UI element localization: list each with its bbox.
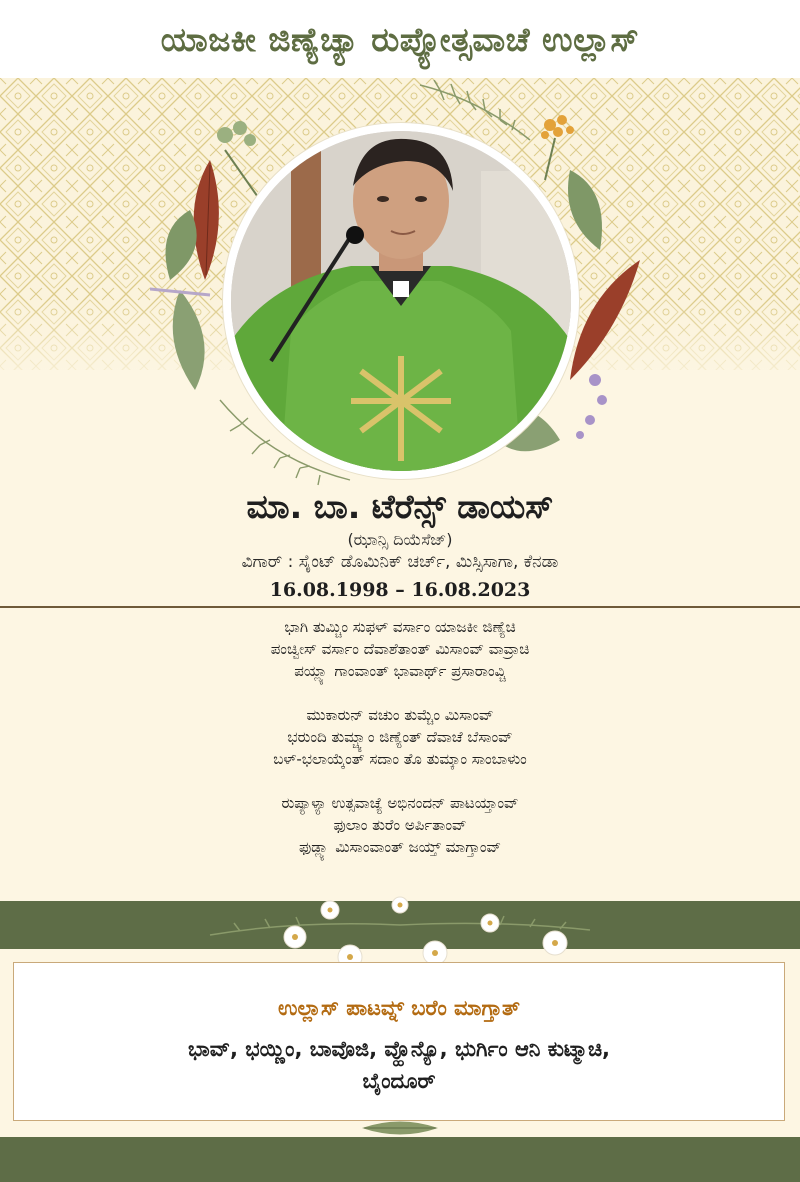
poem-line: ಫುಡ್ಲ್ಯಾ ಮಿಸಾಂವಾಂತ್ ಜಯ್ತ್ ಮಾಗ್ತಾಂವ್ — [298, 838, 502, 856]
poem-line: ಭಾಗಿ ತುಮ್ಚಿಂ ಸುಫಳ್ ವರ್ಸಾಂ ಯಾಜಕೀ ಜಿಣ್ಯೆಚಿ — [284, 618, 516, 636]
greeting-heading: ಉಲ್ಲಾಸ್ ಪಾಟವ್ನ್ ಬರೆಂ ಮಾಗ್ತಾತ್ — [278, 996, 520, 1020]
poem-line: ಭರುಂದಿ ತುಮ್ಚ್ಯಾಂ ಜಿಣ್ಯೆಂತ್ ದೆವಾಚೆ ಬೆಸಾಂವ್ — [287, 728, 513, 746]
priest-name: ಮಾ. ಬಾ. ಟೆರೆನ್ಸ್ ಡಾಯಸ್ — [246, 487, 554, 526]
greeting-names — [79, 1033, 719, 1097]
poem-line: ರುಪ್ಯಾಳ್ಯಾ ಉತ್ಸವಾಚ್ಯೆ ಅಭಿನಂದನ್ ಪಾಟಯ್ತಾಂವ್ — [281, 794, 519, 812]
herb-sprig-left — [217, 121, 256, 146]
header-title: ಯಾಜಕೀ ಜಿಣ್ಯೆಚ್ಯಾ ರುಪ್ಯೋತ್ಸವಾಚೆ ಉಲ್ಲಾಸ್ — [160, 20, 640, 59]
greeting-names-line2: ಬೈಂದೂರ್ — [362, 1069, 436, 1093]
priest-diocese: (ಝಾನ್ಸಿ ದಿಯೆಸೆಜ್) — [347, 530, 453, 549]
poem — [0, 616, 800, 858]
poem-line: ಮುಕಾರುನ್ ವಚುಂ ತುಮ್ಚೆಂ ಮಿಸಾಂವ್ — [306, 706, 494, 724]
purple-flowers — [576, 374, 607, 439]
priest-figure — [231, 131, 571, 471]
priest-vicar: ವಿಗಾರ್ : ಸೈಂಟ್ ಡೊಮಿನಿಕ್ ಚರ್ಚ್, ಮಿಸ್ಸಿಸಾಗಾ, ಕೆನಡಾ — [241, 552, 559, 572]
poem-line: ಬಳ್-ಭಲಾಯ್ಕೆಂತ್ ಸದಾಂ ತೊ ತುಮ್ಕಾಂ ಸಾಂಬಾಳುಂ — [273, 750, 527, 768]
poem-line: ಪಯ್ಲ್ಯಾ ಗಾಂವಾಂತ್ ಭಾವಾರ್ಥ್ ಪ್ರಸಾರಾಂವ್ಚಿ — [294, 662, 506, 680]
white-flower — [284, 897, 567, 969]
priest-portrait — [231, 131, 571, 471]
leaf-ornament — [360, 1119, 440, 1137]
section-divider — [0, 606, 800, 608]
poem-line: ಫುಲಾಂ ತುರೆಂ ಅರ್ಪಿತಾಂವ್ — [333, 816, 467, 834]
green-leaf-right — [568, 170, 602, 250]
greeting-names-line1: ಭಾವ್, ಭಯ್ಣಿಂ, ಬಾವೊಜಿ, ವ್ಹೊನ್ಯೊ, ಭುರ್ಗಿಂ ಆನಿ ಕುಟ್ಮಾಚಿ, — [187, 1037, 611, 1061]
green-leaf-left — [166, 210, 197, 280]
header-band — [0, 0, 800, 78]
orange-flowers — [541, 115, 574, 139]
poem-line: ಪಂಚ್ವೀಸ್ ವರ್ಸಾಂ ದೆವಾಶೆತಾಂತ್ ಮಿಸಾಂವ್ ವಾವ್ರಾಚಿ — [270, 640, 530, 658]
red-leaf-right — [570, 260, 640, 380]
jubilee-dates: 16.08.1998 – 16.08.2023 — [269, 579, 531, 601]
bottom-band — [0, 1137, 800, 1182]
greeting-card-box — [13, 962, 785, 1121]
